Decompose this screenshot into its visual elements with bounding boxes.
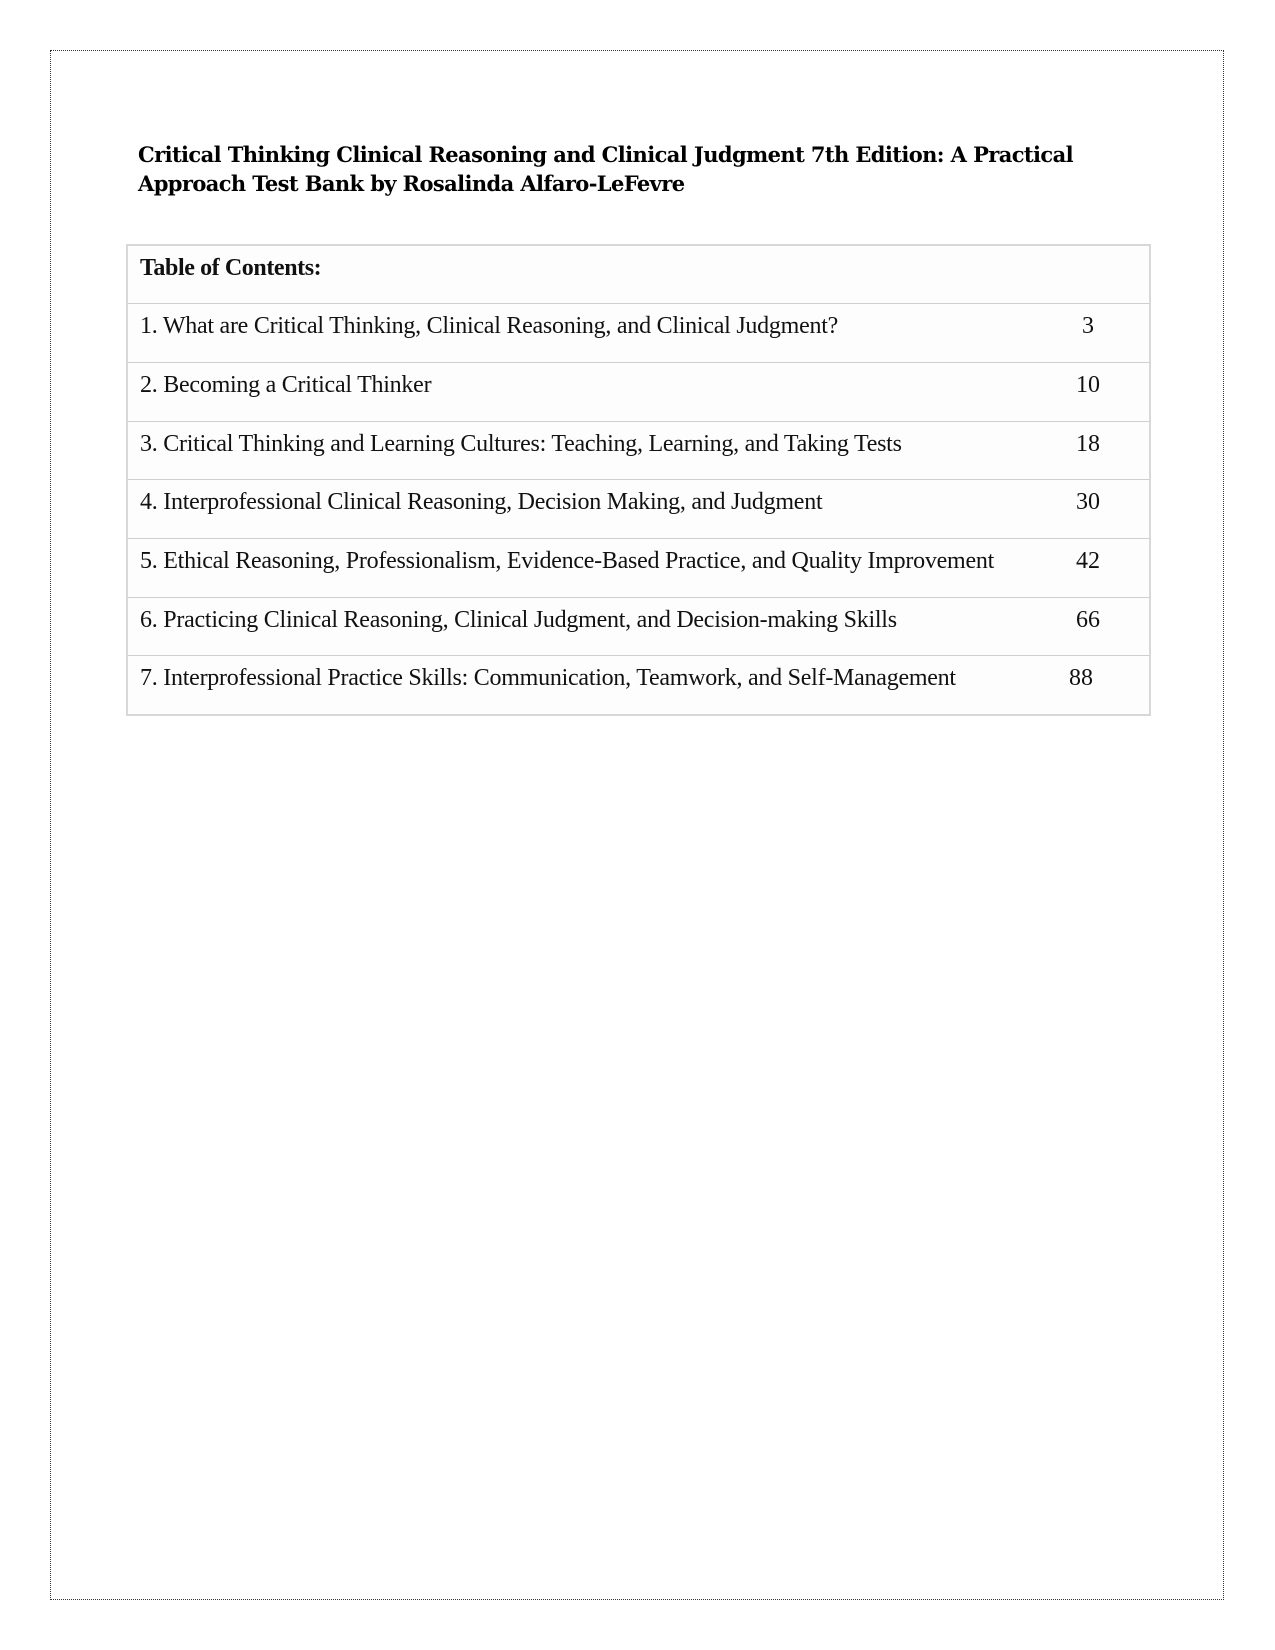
- toc-heading: Table of Contents:: [140, 255, 322, 281]
- toc-row[interactable]: [127, 362, 1150, 421]
- toc-entry-page-cell: [1058, 538, 1150, 597]
- toc-entry-page[interactable]: 88: [1069, 665, 1093, 692]
- toc-entry-page[interactable]: 10: [1076, 371, 1100, 398]
- toc-entry-label[interactable]: 5. Ethical Reasoning, Professionalism, Evidence-Based Practice, and Quality Improvement: [127, 538, 1058, 597]
- toc-heading-page-cell: [1058, 245, 1150, 304]
- toc-entry-label[interactable]: 7. Interprofessional Practice Skills: Communication, Teamwork, and Self-Management: [127, 656, 1058, 715]
- document-title-line-1: Critical Thinking Clinical Reasoning and Clinical Judgment 7th Edition: A Practical: [138, 142, 1073, 167]
- toc-entry-page-cell: [1058, 421, 1150, 480]
- table-of-contents: [126, 244, 1151, 716]
- toc-entry-page[interactable]: 30: [1076, 489, 1100, 516]
- toc-entry-label[interactable]: 6. Practicing Clinical Reasoning, Clinical Judgment, and Decision-making Skills: [127, 597, 1058, 656]
- document-title-line-2: Approach Test Bank by Rosalinda Alfaro-LeFevre: [138, 171, 685, 196]
- toc-entry-page-cell: [1058, 656, 1150, 715]
- toc-entry-page-cell: [1058, 304, 1150, 363]
- toc-entry-label[interactable]: 3. Critical Thinking and Learning Cultures: Teaching, Learning, and Taking Tests: [127, 421, 1058, 480]
- toc-entry-page-cell: [1058, 597, 1150, 656]
- toc-entry-page-cell: [1058, 362, 1150, 421]
- toc-entry-page-cell: [1058, 480, 1150, 539]
- toc-row[interactable]: [127, 304, 1150, 363]
- toc-entry-label[interactable]: 2. Becoming a Critical Thinker: [127, 362, 1058, 421]
- toc-row[interactable]: [127, 421, 1150, 480]
- toc-heading-row: [127, 245, 1150, 304]
- toc-row[interactable]: [127, 656, 1150, 715]
- toc-row[interactable]: [127, 480, 1150, 539]
- toc-entry-label[interactable]: 1. What are Critical Thinking, Clinical Reasoning, and Clinical Judgment?: [127, 304, 1058, 363]
- toc-entry-page[interactable]: 3: [1082, 313, 1094, 340]
- document-title: [138, 140, 1088, 198]
- toc-entry-page[interactable]: 42: [1076, 547, 1100, 574]
- toc-entry-label[interactable]: 4. Interprofessional Clinical Reasoning, Decision Making, and Judgment: [127, 480, 1058, 539]
- toc-entry-page[interactable]: 18: [1076, 430, 1100, 457]
- toc-entry-page[interactable]: 66: [1076, 606, 1100, 633]
- toc-row[interactable]: [127, 538, 1150, 597]
- toc-row[interactable]: [127, 597, 1150, 656]
